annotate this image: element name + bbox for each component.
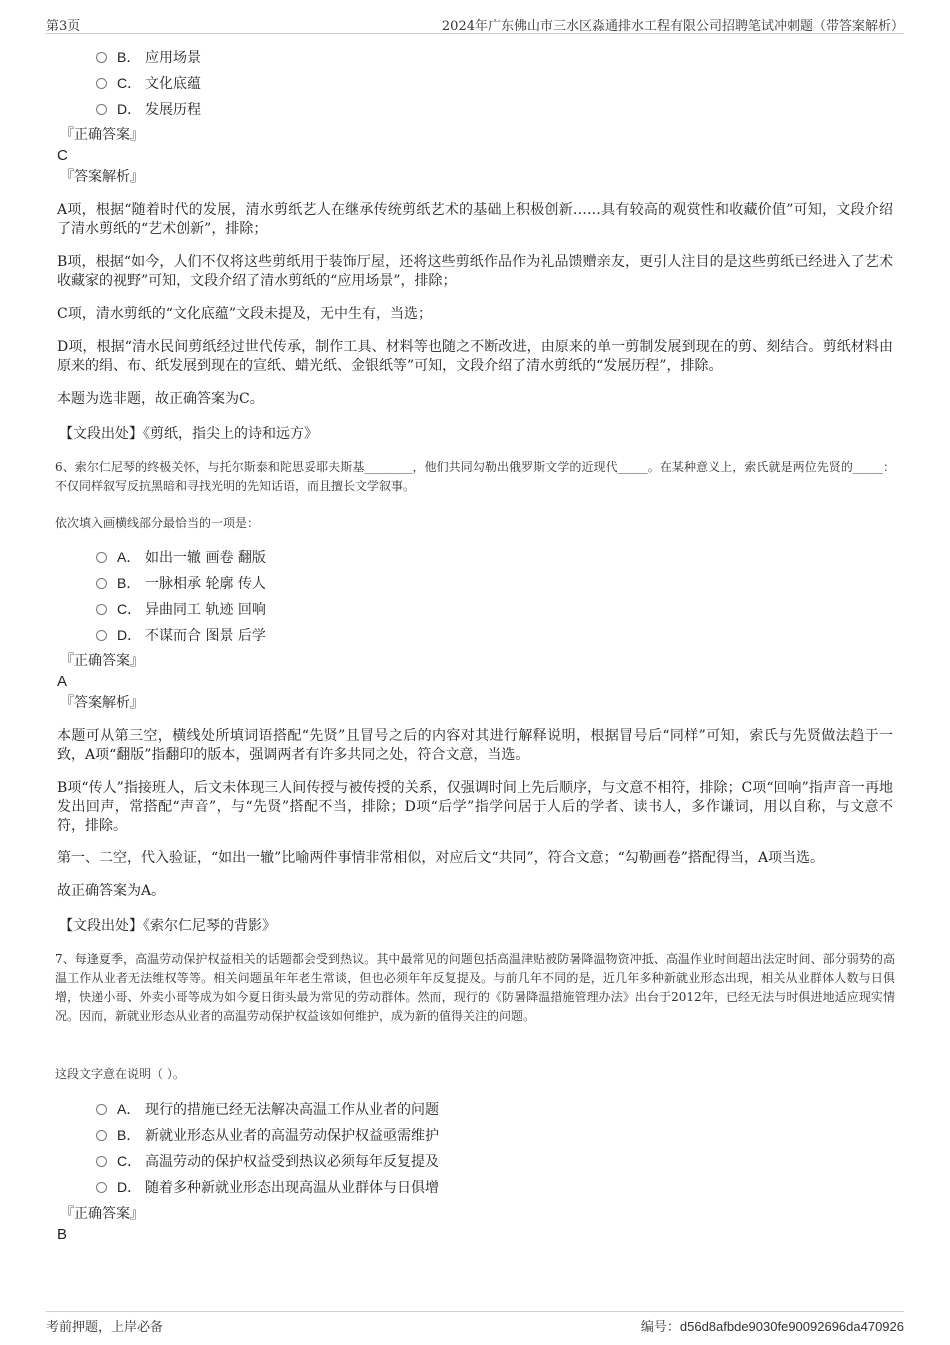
q6-option-b[interactable]: B． 一脉相承 轮廓 传人 — [96, 573, 266, 593]
q5-option-c[interactable]: C． 文化底蕴 — [96, 73, 201, 93]
code-value: d56d8afbde9030fe90092696da470926 — [679, 1319, 904, 1334]
q7-option-a[interactable]: A． 现行的措施已经无法解决高温工作从业者的问题 — [96, 1099, 439, 1119]
q6-analysis-3: 第一、二空，代入验证，“如出一辙”比喻两件事情非常相似，对应后文“共同”，符合文意；“勾勒画卷”搭配得当，A项当选。 — [57, 850, 825, 866]
q7-stem: 7、每逢夏季，高温劳动保护权益相关的话题都会受到热议。其中最常见的问题包括高温津贴被防暑降温物资冲抵、高温作业时间超出法定时间、部分弱势的高温工作从业者无法维权等等。相关问题虽年年老生常谈，但也必须年年反复提及。与前几年不同的是，近几年多种新就业形态出现，相关从业群体人数与日俱增，快递小哥、外卖小哥等成为如今夏日街头最为常见的劳动群体。然而，现行的《防暑降温措施管理办法》出台于2012年，已经无法与时俱进地适应现实情况。因而，新就业形态从业者的高温劳动保护权益该如何维护，成为新的值得关注的问题。 — [55, 952, 895, 1023]
radio-icon[interactable] — [96, 1130, 107, 1141]
radio-icon[interactable] — [96, 604, 107, 615]
document-title: 2024年广东佛山市三水区淼通排水工程有限公司招聘笔试冲刺题（带答案解析） — [441, 19, 904, 34]
document-code — [641, 1316, 904, 1335]
radio-icon[interactable] — [96, 578, 107, 589]
q5-answer-label: 『正确答案』 — [60, 127, 144, 143]
radio-icon[interactable] — [96, 1104, 107, 1115]
q6-analysis-1: 本题可从第三空，横线处所填词语搭配“先贤”且冒号之后的内容对其进行解释说明，根据冒号后“同样”可知，索氏与先贤做法趋于一致，A项“翻版”指翻印的版本，强调两者有许多共同之处，符合文意，当选。 — [57, 728, 893, 763]
code-label: 编号： — [640, 1320, 680, 1335]
q6-analysis-label: 『答案解析』 — [60, 695, 144, 711]
radio-icon[interactable] — [96, 104, 107, 115]
q7-prompt: 这段文字意在说明（ ）。 — [55, 1067, 185, 1081]
page-number: 第3页 — [46, 19, 81, 34]
page-header — [46, 13, 904, 34]
q6-answer-label: 『正确答案』 — [60, 653, 144, 669]
radio-icon[interactable] — [96, 52, 107, 63]
q5-analysis-label: 『答案解析』 — [60, 169, 144, 185]
q5-analysis-d: D项，根据“清水民间剪纸经过世代传承，制作工具、材料等也随之不断改进，由原来的单一剪制发展到现在的剪、刻结合。剪纸材料由原来的绢、布、纸发展到现在的宣纸、蜡光纸、金银纸等”可知，文段介绍了清水剪纸的“发展历程”，排除。 — [57, 339, 893, 374]
q6-stem: 6、索尔仁尼琴的终极关怀，与托尔斯泰和陀思妥耶夫斯基________，他们共同勾勒出俄罗斯文学的近现代_____。在某种意义上，索氏就是两位先贤的_____：不仅同样叙写反抗黑暗和寻找光明的先知话语，而且擅长文学叙事。 — [55, 460, 895, 493]
q7-option-b[interactable]: B． 新就业形态从业者的高温劳动保护权益亟需维护 — [96, 1125, 439, 1145]
q6-answer: A — [57, 673, 68, 690]
q5-analysis-a: A项，根据“随着时代的发展，清水剪纸艺人在继承传统剪纸艺术的基础上积极创新……具有较高的观赏性和收藏价值”可知，文段介绍了清水剪纸的“艺术创新”，排除； — [57, 202, 893, 237]
radio-icon[interactable] — [96, 1156, 107, 1167]
q6-prompt: 依次填入画横线部分最恰当的一项是： — [55, 516, 260, 530]
q6-analysis-2: B项“传人”指接班人，后文未体现三人间传授与被传授的关系，仅强调时间上先后顺序，与文意不相符，排除；C项“回响”指声音一再地发出回声，常搭配“声音”，与“先贤”搭配不当，排除；D项“后学”指学问居于人后的学者、读书人，多作谦词，用以自称，与文意不符，排除。 — [57, 780, 893, 834]
q6-option-a[interactable]: A． 如出一辙 画卷 翻版 — [96, 547, 266, 567]
q5-answer: C — [57, 147, 68, 164]
q6-option-c[interactable]: C． 异曲同工 轨迹 回响 — [96, 599, 266, 619]
q5-conclusion: 本题为选非题，故正确答案为C。 — [57, 391, 264, 407]
page-footer — [46, 1311, 904, 1336]
q6-source: 【文段出处】《索尔仁尼琴的背影》 — [59, 918, 276, 934]
radio-icon[interactable] — [96, 552, 107, 563]
q5-option-b[interactable]: B． 应用场景 — [96, 47, 201, 67]
q5-analysis-c: C项，清水剪纸的“文化底蕴”文段未提及，无中生有，当选； — [57, 306, 433, 322]
q5-source: 【文段出处】《剪纸，指尖上的诗和远方》 — [59, 426, 318, 442]
q7-answer: B — [57, 1226, 68, 1243]
q6-conclusion: 故正确答案为A。 — [57, 883, 166, 899]
q7-option-c[interactable]: C． 高温劳动的保护权益受到热议必须每年反复提及 — [96, 1151, 439, 1171]
radio-icon[interactable] — [96, 1182, 107, 1193]
radio-icon[interactable] — [96, 630, 107, 641]
q6-option-d[interactable]: D． 不谋而合 图景 后学 — [96, 625, 266, 645]
footer-slogan: 考前押题，上岸必备 — [46, 1320, 164, 1335]
q7-answer-label: 『正确答案』 — [60, 1206, 144, 1222]
q7-option-d[interactable]: D． 随着多种新就业形态出现高温从业群体与日俱增 — [96, 1177, 439, 1197]
radio-icon[interactable] — [96, 78, 107, 89]
q5-analysis-b: B项，根据“如今，人们不仅将这些剪纸用于装饰厅屋，还将这些剪纸作品作为礼品馈赠亲友，更引人注目的是这些剪纸已经进入了艺术收藏家的视野”可知，文段介绍了清水剪纸的“应用场景”，排除； — [57, 254, 893, 289]
q5-option-d[interactable]: D． 发展历程 — [96, 99, 201, 119]
